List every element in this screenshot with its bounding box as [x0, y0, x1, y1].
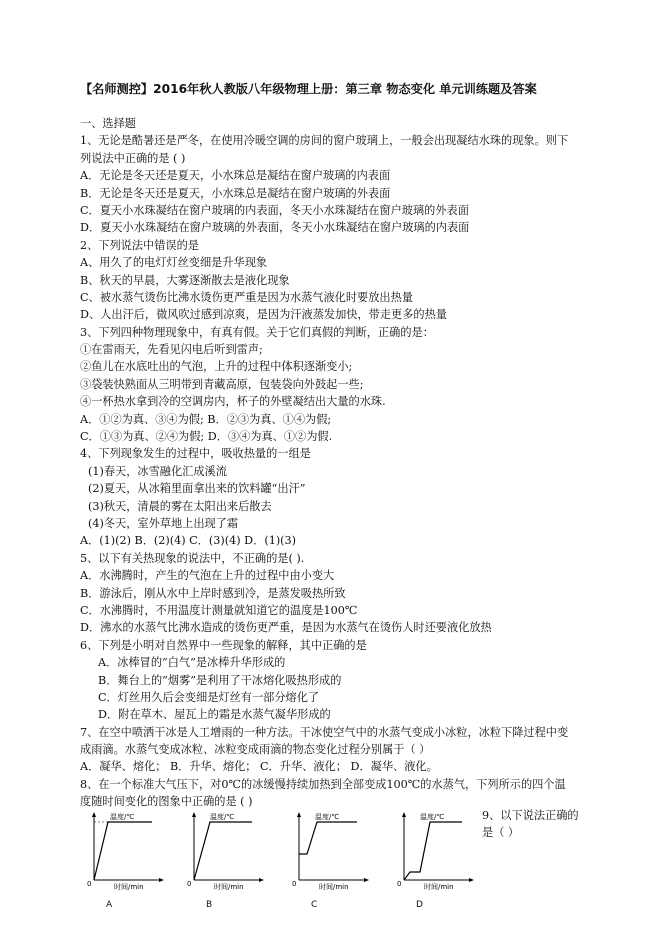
y-axis-arrow — [192, 812, 196, 817]
temperature-curve — [299, 822, 357, 854]
graph-c-plot — [285, 810, 370, 890]
temperature-curve — [404, 822, 462, 880]
text-line: 6、下列是小明对自然界中一些现象的解释，其中正确的是 — [80, 638, 367, 652]
section-heading: 一、选择题 — [80, 117, 136, 130]
question-9-line-2: 是（ ） — [482, 826, 520, 840]
x-axis-label: 时间/min — [114, 883, 144, 890]
text-line: 3、下列四种物理现象中，有真有假。关于它们真假的判断，正确的是： — [80, 325, 434, 339]
text-line: A．冰棒冒的“白气”是冰棒升华形成的 — [98, 656, 286, 670]
text-line: C．水沸腾时，不用温度计测量就知道它的温度是100℃ — [80, 603, 358, 617]
page-title: 【名师测控】2016年秋人教版八年级物理上册：第三章 物态变化 单元训练题及答案 — [80, 82, 537, 96]
text-line: A．①②为真、③④为假; B．②③为真、①④为假; — [80, 412, 332, 426]
question-9 — [482, 807, 592, 842]
y-axis-label: 温度/℃ — [315, 813, 340, 821]
text-line: A．凝华、熔化； B．升华、熔化； C．升华、液化； D．凝华、液化。 — [80, 760, 438, 774]
question-9-line-1: 9、以下说法正确的 — [482, 809, 579, 822]
temperature-curve — [194, 822, 252, 880]
y-axis-label: 温度/℃ — [420, 813, 445, 821]
text-line: ④一杯热水拿到冷的空调房内，杯子的外壁凝结出大量的水珠. — [80, 395, 386, 409]
x-axis-arrow — [259, 878, 264, 882]
origin-label: 0 — [187, 880, 192, 888]
text-line: 4、下列现象发生的过程中，吸收热量的一组是 — [80, 447, 311, 461]
text-line: (3)秋天，清晨的雾在太阳出来后散去 — [88, 499, 272, 513]
text-line: 列说法中正确的是 ( ) — [80, 151, 186, 165]
graph-letter: C — [311, 900, 318, 910]
text-line: A．无论是冬天还是夏天，小水珠总是凝结在窗户玻璃的内表面 — [80, 169, 391, 183]
text-line: B、秋天的早晨，大雾逐渐散去是液化现象 — [80, 273, 290, 287]
question-lines — [80, 132, 590, 810]
x-axis-label: 时间/min — [424, 883, 454, 890]
graph-a — [80, 810, 165, 910]
text-line: B．舞台上的“烟雾”是利用了干冰熔化吸热形成的 — [98, 673, 342, 687]
y-axis-label: 温度/℃ — [110, 813, 135, 821]
text-line: C．夏天小水珠凝结在窗户玻璃的内表面，冬天小水珠凝结在窗户玻璃的外表面 — [80, 203, 469, 217]
text-line: A．(1)(2) B．(2)(4) C．(3)(4) D．(1)(3) — [80, 534, 297, 548]
x-axis-label: 时间/min — [214, 883, 244, 890]
y-axis-arrow — [402, 812, 406, 817]
text-line: 1、无论是酷暑还是严冬，在使用冷暖空调的房间的窗户玻璃上，一般会出现凝结水珠的现象。则下 — [80, 134, 569, 148]
question-content — [80, 115, 590, 811]
x-axis-label: 时间/min — [319, 883, 349, 890]
text-line: 度随时间变化的图象中正确的是 ( ) — [80, 795, 253, 809]
text-line: 2、下列说法中错误的是 — [80, 238, 199, 252]
graph-c — [285, 810, 370, 910]
text-line: ③袋装快熟面从三明带到青藏高原，包装袋向外鼓起一些; — [80, 377, 364, 391]
temperature-graphs — [80, 810, 490, 915]
text-line: D、人出汗后，微风吹过感到凉爽，是因为汗液蒸发加快，带走更多的热量 — [80, 308, 447, 322]
text-line: D．夏天小水珠凝结在窗户玻璃的外表面，冬天小水珠凝结在窗户玻璃的内表面 — [80, 221, 470, 235]
graph-d-plot — [390, 810, 475, 890]
origin-label: 0 — [397, 880, 402, 888]
text-line: ①在雷雨天，先看见闪电后听到雷声; — [80, 343, 263, 357]
text-line: ②鱼儿在水底吐出的气泡，上升的过程中体积逐渐变小; — [80, 360, 353, 374]
text-line: A、用久了的电灯灯丝变细是升华现象 — [80, 256, 268, 270]
x-axis-arrow — [159, 878, 164, 882]
graph-letter: B — [206, 900, 213, 910]
text-line: (4)冬天，室外草地上出现了霜 — [88, 516, 239, 530]
text-line: B．游泳后，刚从水中上岸时感到冷，是蒸发吸热所致 — [80, 586, 346, 600]
text-line: C、被水蒸气烫伤比沸水烫伤更严重是因为水蒸气液化时要放出热量 — [80, 290, 413, 304]
temperature-curve — [94, 822, 152, 880]
text-line: B．无论是冬天还是夏天，小水珠总是凝结在窗户玻璃的外表面 — [80, 186, 391, 200]
graph-a-plot — [80, 810, 165, 890]
origin-label: 0 — [87, 880, 92, 888]
graph-b — [180, 810, 265, 910]
y-axis-label: 温度/℃ — [210, 813, 235, 821]
text-line: C．①③为真、②④为假; D．③④为真、①②为假. — [80, 430, 333, 444]
y-axis-arrow — [297, 812, 301, 817]
text-line: C．灯丝用久后会变细是灯丝有一部分熔化了 — [98, 690, 320, 704]
text-line: (1)春天，冰雪融化汇成溪流 — [88, 464, 227, 478]
text-line: (2)夏天，从冰箱里面拿出来的饮料罐“出汗” — [88, 482, 306, 496]
text-line: D．附在草木、屋瓦上的霜是水蒸气凝华形成的 — [98, 708, 331, 722]
graph-d — [390, 810, 475, 910]
graph-letter: D — [416, 900, 423, 910]
x-axis-arrow — [364, 878, 369, 882]
graph-b-plot — [180, 810, 265, 890]
text-line: D．沸水的水蒸气比沸水造成的烫伤更严重，是因为水蒸气在烫伤人时还要液化放热 — [80, 621, 492, 635]
text-line: A．水沸腾时，产生的气泡在上升的过程中由小变大 — [80, 569, 335, 583]
y-axis-arrow — [92, 812, 96, 817]
text-line: 5、以下有关热现象的说法中，不正确的是( ). — [80, 551, 305, 565]
graph-letter: A — [106, 900, 113, 910]
origin-label: 0 — [292, 880, 297, 888]
text-line: 7、在空中喷洒干冰是人工增雨的一种方法。干冰使空气中的水蒸气变成小冰粒，冰粒下降过程中变 — [80, 725, 569, 739]
text-line: 成雨滴。水蒸气变成冰粒、冰粒变成雨滴的物态变化过程分别属于（ ） — [80, 743, 431, 757]
text-line: 8、在一个标准大气压下，对0℃的冰缓慢持续加热到全部变成100℃的水蒸气，下列所示的四个温 — [80, 777, 566, 791]
x-axis-arrow — [469, 878, 474, 882]
